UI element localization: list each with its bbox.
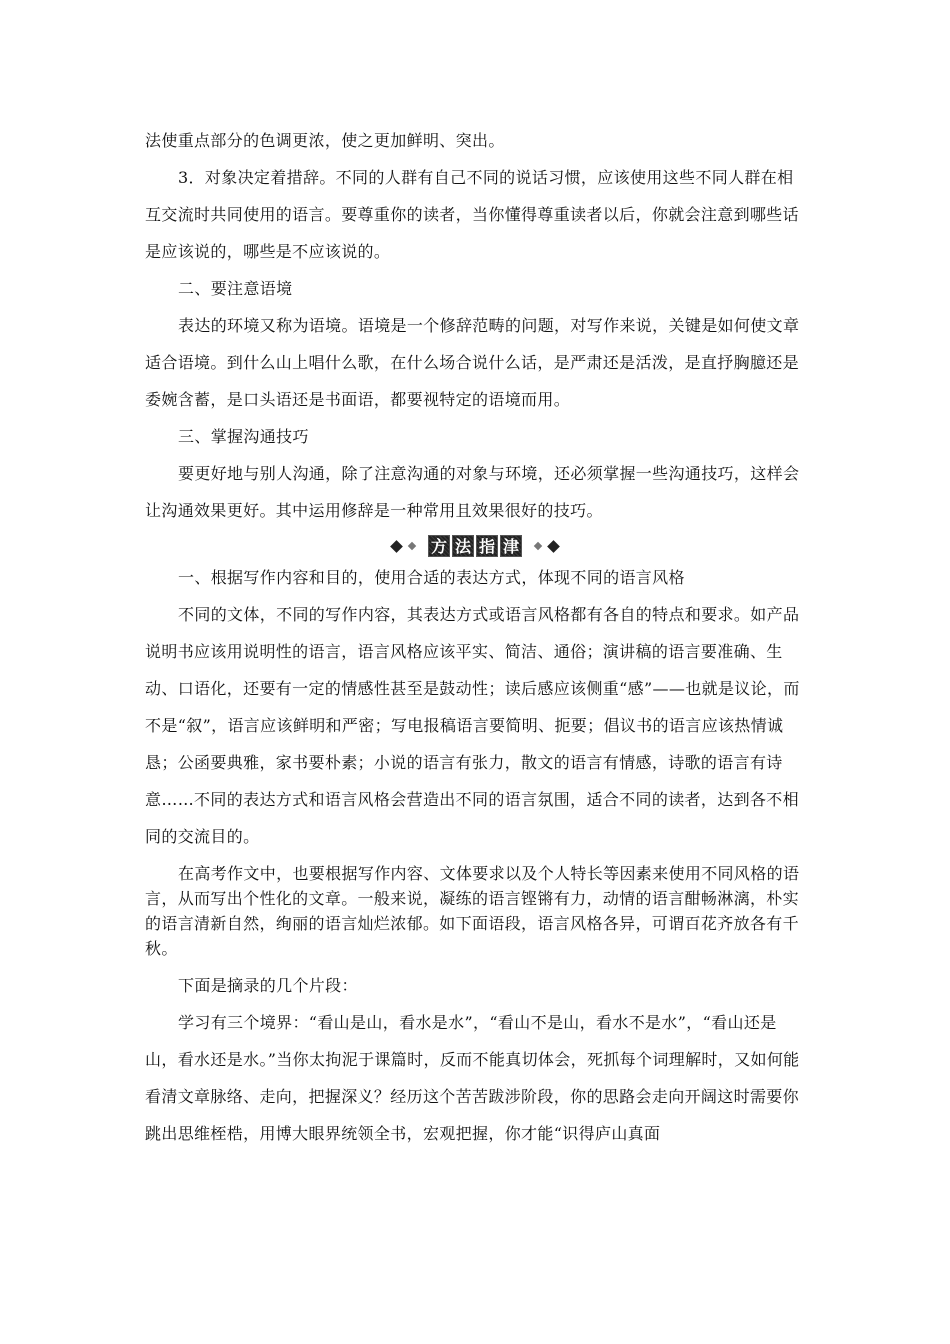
paragraph-excerpt: 学习有三个境界：“看山是山，看水是水”，“看山不是山，看水不是水”，“看山还是山，看水还是水。”当你太拘泥于课篇时，反而不能真切体会，死抓每个词理解时，又如何能看清文章脉络、走向，把握深义？经历这个苦苦跋涉阶段，你的思路会走向开阔这时需要你跳出思维桎梏，用博大眼界统领全书，宏观把握，你才能“识得庐山真面 <box>145 1013 800 1143</box>
banner-char: 法 <box>452 535 474 557</box>
document-body <box>145 122 805 1152</box>
diamond-left-icon <box>390 540 403 553</box>
section-heading-skills: 三、掌握沟通技巧 <box>178 427 309 446</box>
paragraph-excerpt-intro: 下面是摘录的几个片段： <box>178 976 358 995</box>
diamond-left-small-icon <box>408 542 416 550</box>
banner-char: 方 <box>428 535 450 557</box>
paragraph-point-3: 3．对象决定着措辞。不同的人群有自己不同的说话习惯，应该使用这些不同人群在相互交流时共同使用的语言。要尊重你的读者，当你懂得尊重读者以后，你就会注意到哪些话是应该说的，哪些是不应该说的。 <box>145 168 800 261</box>
banner-title <box>427 535 523 557</box>
paragraph-context: 表达的环境又称为语境。语境是一个修辞范畴的问题，对写作来说，关键是如何使文章适合语境。到什么山上唱什么歌，在什么场合说什么话，是严肃还是活泼，是直抒胸臆还是委婉含蓄，是口头语还是书面语，都要视特定的语境而用。 <box>145 316 800 409</box>
paragraph-continuation: 法使重点部分的色调更浓，使之更加鲜明、突出。 <box>145 131 505 150</box>
paragraph-skills: 要更好地与别人沟通，除了注意沟通的对象与环境，还必须掌握一些沟通技巧，这样会让沟通效果更好。其中运用修辞是一种常用且效果很好的技巧。 <box>145 464 800 520</box>
section-heading-style: 一、根据写作内容和目的，使用合适的表达方式，体现不同的语言风格 <box>178 568 685 587</box>
banner-char: 指 <box>476 535 498 557</box>
section-heading-context: 二、要注意语境 <box>178 279 293 298</box>
paragraph-styles: 不同的文体，不同的写作内容，其表达方式或语言风格都有各自的特点和要求。如产品说明书应该用说明性的语言，语言风格应该平实、简洁、通俗；演讲稿的语言要准确、生动、口语化，还要有一定的情感性甚至是鼓动性；读后感应该侧重“感”——也就是议论，而不是“叙”，语言应该鲜明和严密；写电报稿语言要简明、扼要；倡议书的语言应该热情诚恳；公函要典雅，家书要朴素；小说的语言有张力，散文的语言有情感，诗歌的语言有诗意……不同的表达方式和语言风格会营造出不同的语言氛围，适合不同的读者，达到各不相同的交流目的。 <box>145 605 800 846</box>
method-guide-banner <box>145 533 805 559</box>
diamond-right-icon <box>547 540 560 553</box>
diamond-right-small-icon <box>534 542 542 550</box>
paragraph-exam: 在高考作文中，也要根据写作内容、文体要求以及个人特长等因素来使用不同风格的语言，从而写出个性化的文章。一般来说，凝练的语言铿锵有力，动情的语言酣畅淋漓，朴实的语言清新自然，绚丽的语言灿烂浓郁。如下面语段，语言风格各异，可谓百花齐放各有千秋。 <box>145 864 800 958</box>
banner-char: 津 <box>500 535 522 557</box>
